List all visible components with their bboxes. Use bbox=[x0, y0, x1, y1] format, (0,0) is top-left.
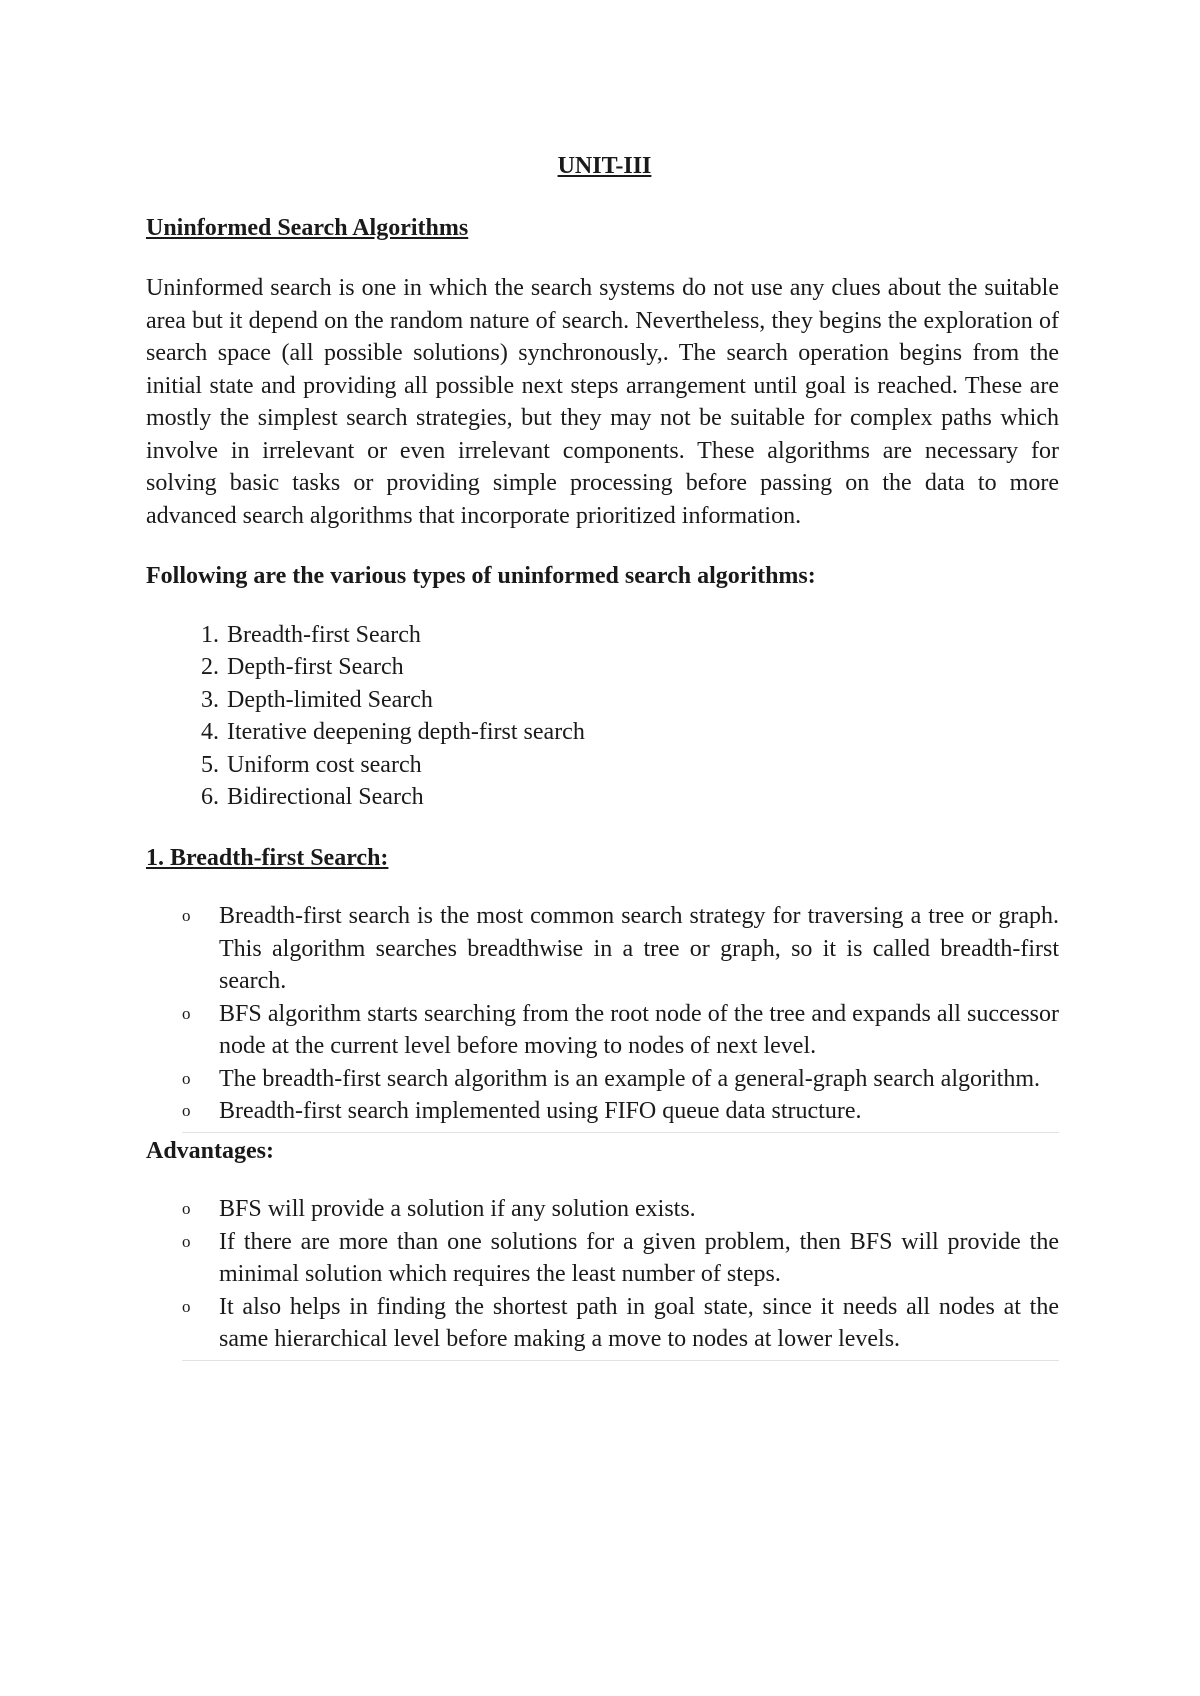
list-item bbox=[146, 716, 1059, 749]
list-number: 4. bbox=[201, 719, 219, 745]
bfs-point-text: BFS algorithm starts searching from the root node of the tree and expands all successor node at the current level before moving to nodes of next level. bbox=[219, 1000, 1059, 1059]
list-item-label: Iterative deepening depth-first search bbox=[227, 719, 585, 745]
list-item-label: Breadth-first Search bbox=[227, 621, 421, 648]
list-number: 2. bbox=[201, 654, 219, 680]
list-number: 5. bbox=[201, 751, 219, 778]
list-item bbox=[146, 1095, 1059, 1128]
list-item-label: Depth-first Search bbox=[227, 654, 404, 680]
section-title: Uninformed Search Algorithms bbox=[146, 215, 469, 241]
list-item bbox=[146, 900, 1059, 998]
list-item bbox=[146, 651, 1059, 684]
list-item bbox=[146, 1226, 1059, 1291]
bfs-heading: 1. Breadth-first Search: bbox=[146, 844, 389, 871]
types-heading: Following are the various types of uninformed search algorithms: bbox=[146, 563, 816, 589]
list-item bbox=[146, 619, 1059, 652]
bullet-icon: o bbox=[182, 1101, 191, 1120]
bullet-icon: o bbox=[182, 906, 191, 925]
list-item bbox=[146, 684, 1059, 717]
list-item bbox=[146, 998, 1059, 1063]
bfs-point-text: The breadth-first search algorithm is an example of a general-graph search algorithm. bbox=[219, 1065, 1040, 1092]
list-number: 1. bbox=[201, 621, 219, 648]
bullet-icon: o bbox=[182, 1199, 191, 1218]
list-number: 3. bbox=[201, 686, 219, 713]
advantage-text: If there are more than one solutions for a given problem, then BFS will provide the minimal solution which requires the least number of steps. bbox=[219, 1228, 1059, 1287]
list-item bbox=[146, 749, 1059, 782]
list-number: 6. bbox=[201, 784, 219, 810]
advantage-text: BFS will provide a solution if any solution exists. bbox=[219, 1196, 696, 1222]
advantages-list bbox=[146, 1193, 1059, 1356]
list-item-label: Bidirectional Search bbox=[227, 784, 424, 810]
unit-title: UNIT-III bbox=[557, 153, 652, 179]
intro-paragraph: Uninformed search is one in which the search systems do not use any clues about the suitable area but it depend on the random nature of search. Nevertheless, they begins the exploration of search space (all possible solutions) synchronously,. The search operation begins from the initial state and providing all possible next steps arrangement until goal is reached. These are mostly the simplest search strategies, but they may not be suitable for complex paths which involve in irrelevant or even irrelevant components. These algorithms are necessary for solving basic tasks or providing simple processing before passing on the data to more advanced search algorithms that incorporate prioritized information. bbox=[146, 275, 1059, 529]
advantage-text: It also helps in finding the shortest path in goal state, since it needs all nodes at the same hierarchical level before making a move to nodes at lower levels. bbox=[219, 1293, 1059, 1352]
list-item bbox=[146, 1291, 1059, 1356]
bfs-point-text: Breadth-first search is the most common search strategy for traversing a tree or graph. This algorithm searches breadthwise in a tree or graph, so it is called breadth-first search. bbox=[219, 903, 1059, 994]
bullet-icon: o bbox=[182, 1003, 191, 1023]
types-list bbox=[146, 619, 1059, 814]
advantages-heading: Advantages: bbox=[146, 1137, 275, 1164]
bfs-points-list bbox=[146, 900, 1059, 1128]
list-item bbox=[146, 1063, 1059, 1096]
list-item-label: Uniform cost search bbox=[227, 751, 422, 778]
list-item bbox=[146, 781, 1059, 814]
bullet-icon: o bbox=[182, 1231, 191, 1251]
divider bbox=[182, 1132, 1059, 1133]
bullet-icon: o bbox=[182, 1296, 191, 1316]
bullet-icon: o bbox=[182, 1068, 191, 1088]
list-item-label: Depth-limited Search bbox=[227, 686, 433, 713]
document-page bbox=[146, 150, 1059, 1361]
bfs-point-text: Breadth-first search implemented using FIFO queue data structure. bbox=[219, 1098, 862, 1124]
divider bbox=[182, 1360, 1059, 1361]
list-item bbox=[146, 1193, 1059, 1226]
